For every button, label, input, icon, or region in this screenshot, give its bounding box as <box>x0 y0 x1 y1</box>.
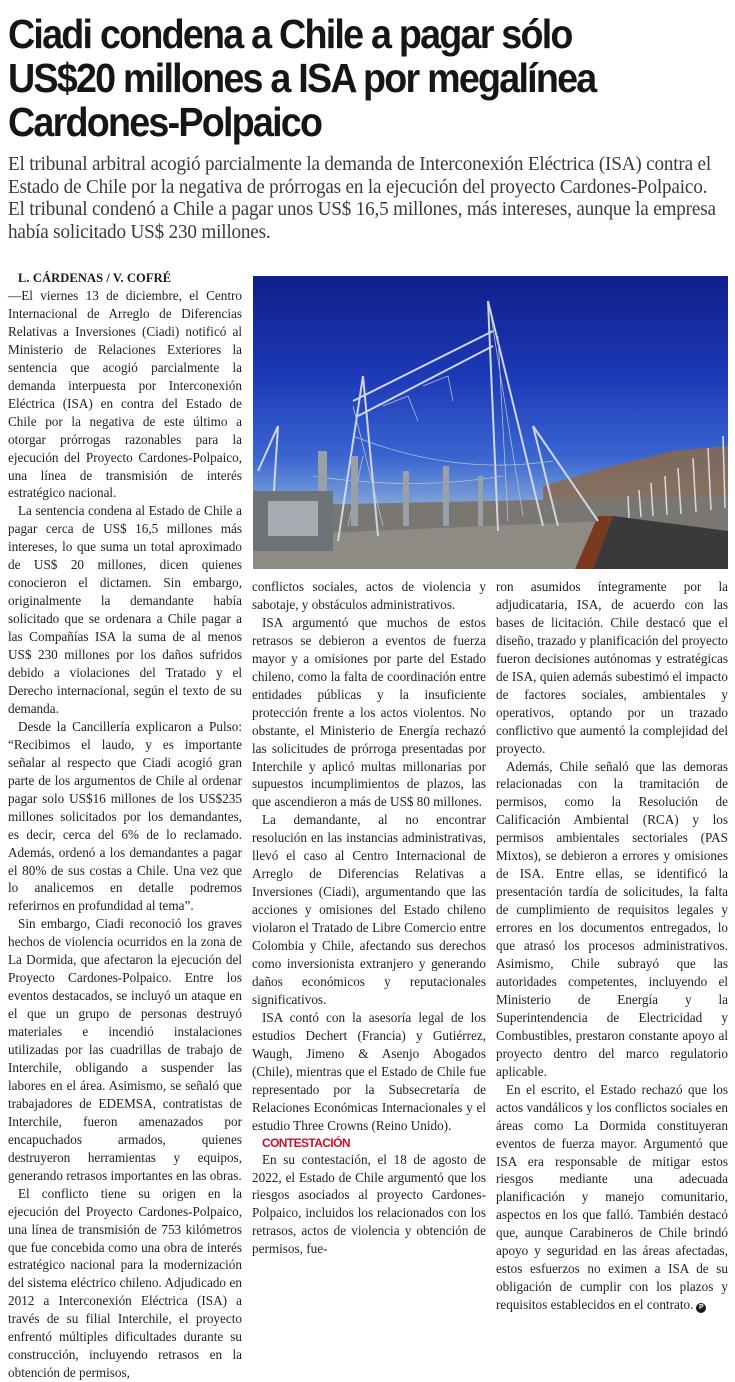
body-paragraph-last <box>496 1081 728 1314</box>
headline: Ciadi condena a Chile a pagar sólo US$20 millones a ISA por megalínea Cardones-Polpaico <box>8 11 596 145</box>
body-paragraph: La sentencia condena al Estado de Chile a pagar cerca de US$ 16,5 millones más intereses, lo que suma un total aproximado de US$ 20 millones, dicen quienes conocieron el dictamen. Sin embargo, originalmente la demandante había solicitado que se ordenara a Chile pagar a las Compañías ISA la suma de al menos US$ 230 millones por los daños sufridos debido a violaciones del Tratado y el Derecho internacional, según el texto de su demanda. <box>8 503 242 716</box>
body-paragraph: Desde la Cancillería explicaron a Pulso: “Recibimos el laudo, y es importante señalar al respecto que Ciadi acogió gran parte de los argumentos de Chile al ordenar pagar solo US$16 millones de los US$235 millones solicitados por los demandantes, es decir, cerca del 6% de lo reclamado. Además, ordenó a los demandantes a pagar el 80% de sus costas a Chile. Una vez que lo analicemos en detalle podremos referirnos en profundidad al tema”. <box>8 718 242 914</box>
article-column-2 <box>252 578 486 1258</box>
standfirst: El tribunal arbitral acogió parcialmente la demanda de Interconexión Eléctrica (ISA) contra el Estado de Chile por la negativa de prórrogas en la ejecución del proyecto Cardones-Polpaico. El tribunal condenó a Chile a pagar unos US$ 16,5 millones, más intereses, aunque la empresa había solicitado US$ 230 millones. <box>8 153 716 243</box>
article-photo <box>253 276 728 569</box>
body-paragraph: —El viernes 13 de diciembre, el Centro Internacional de Arreglo de Diferencias Relativas a Inversiones (Ciadi) notificó al Ministerio de Relaciones Exteriores la sentencia que acogió parcialmente la demanda interpuesta por Interconexión Eléctrica (ISA) en contra del Estado de Chile por la negativa de este último a otorgar prórrogas razonables para la ejecución del Proyecto Cardones-Polpaico, una línea de transmisión de interés estratégico nacional. <box>8 288 242 501</box>
byline: L. CÁRDENAS / V. COFRÉ <box>18 271 172 285</box>
article-column-1 <box>8 269 242 1382</box>
power-substation-illustration <box>253 276 728 569</box>
body-paragraph: El conflicto tiene su origen en la ejecución del Proyecto Cardones-Polpaico, una línea de transmisión de 753 kilómetros que fue concebida como una obra de interés estratégico nacional para la modernización del sistema eléctrico chileno. Adjudicado en 2012 a Interconexión Eléctrica (ISA) a través de su filial Interchile, el proyecto enfrentó múltiples dificultades durante su construcción, incluyendo retrasos en la obtención de permisos, <box>8 1185 242 1381</box>
body-paragraph: ron asumidos íntegramente por la adjudicataria, ISA, de acuerdo con las bases de licitación. Chile destacó que el diseño, trazado y planificación del proyecto fueron decisiones autónomas y estratégicas de ISA, quien además subestimó el impacto de factores sociales, ambientales y operativos, optando por un trazado conflictivo que aumentó la complejidad del proyecto. <box>496 579 728 756</box>
article-column-3 <box>496 578 728 1314</box>
body-paragraph: Además, Chile señaló que las demoras relacionadas con la tramitación de permisos, como la Resolución de Calificación Ambiental (RCA) y los permisos ambientales sectoriales (PAS Mixtos), se debieron a errores y omisiones de ISA. Entre ellas, se identificó la presentación tardía de solicitudes, la falta de cumplimiento de requisitos legales y errores en los documentos entregados, lo que atrasó los procesos administrativos. Asimismo, Chile subrayó que las autoridades competentes, incluyendo el Ministerio de Energía y la Superintendencia de Electricidad y Combustibles, prestaron constante apoyo al proyecto dentro del marco regulatorio aplicable. <box>496 758 728 1079</box>
body-paragraph: La demandante, al no encontrar resolución en las instancias administrativas, llevó el caso al Centro Internacional de Arreglo de Diferencias Relativas a Inversiones (Ciadi), argumentando que las acciones y omisiones del Estado chileno violaron el Tratado de Libre Comercio entre Colombia y Chile, afectando sus derechos como inversionista extranjero y generando daños económicos y reputacionales significativos. <box>252 812 486 1007</box>
subhead-contestacion: CONTESTACIÓN <box>262 1135 350 1150</box>
body-paragraph: conflictos sociales, actos de violencia y sabotaje, y obstáculos administrativos. <box>252 579 486 612</box>
body-paragraph: ISA argumentó que muchos de estos retrasos se debieron a eventos de fuerza mayor y a omisiones por parte del Estado chileno, como la falta de coordinación entre entidades públicas y la insuficiente protección frente a los actos violentos. No obstante, el Ministerio de Energía rechazó las solicitudes de prórroga presentadas por Interchile y aplicó multas millonarias por supuestos incumplimientos de plazos, las que ascendieron a más de US$ 80 millones. <box>252 614 486 810</box>
body-paragraph: ISA contó con la asesoría legal de los estudios Dechert (Francia) y Gutiérrez, Waugh, Jimeno & Asenjo Abogados (Chile), mientras que el Estado de Chile fue representado por la Subsecretaría de Relaciones Económicas Internacionales y el estudio Three Crowns (Reino Unido). <box>252 1009 486 1133</box>
end-of-article-icon: P <box>696 1303 706 1313</box>
body-paragraph-text: En el escrito, el Estado rechazó que los actos vandálicos y los conflictos sociales en áreas como La Dormida constituyeran eventos de fuerza mayor. Argumentó que ISA era responsable de mitigar estos riesgos mediante una adecuada planificación y manejo comunitario, aspectos en los que falló. También destacó que, aunque Carabineros de Chile brindó apoyo y seguridad en las áreas afectadas, estos esfuerzos no eximen a ISA de su obligación de cumplir con los plazos y requisitos establecidos en el contrato. <box>496 1081 728 1313</box>
body-paragraph: Sin embargo, Ciadi reconoció los graves hechos de violencia ocurridos en la zona de La Dormida, que afectaron la ejecución del Proyecto Cardones-Polpaico. Entre los eventos destacados, se incluyó un ataque en el que un grupo de personas destruyó materiales e incendió instalaciones utilizadas por las cuadrillas de trabajo de Interchile, obligando a suspender las labores en el área. Asimismo, se señaló que trabajadores de EDEMSA, contratistas de Interchile, fueron amenazados por encapuchados armados, quienes destruyeron herramientas y equipos, generando retrasos importantes en las obras. <box>8 916 242 1183</box>
body-paragraph: En su contestación, el 18 de agosto de 2022, el Estado de Chile argumentó que los riesgos asociados al proyecto Cardones-Polpaico, incluidos los relacionados con los retrasos, actos de violencia y obtención de permisos, fue- <box>252 1151 486 1257</box>
